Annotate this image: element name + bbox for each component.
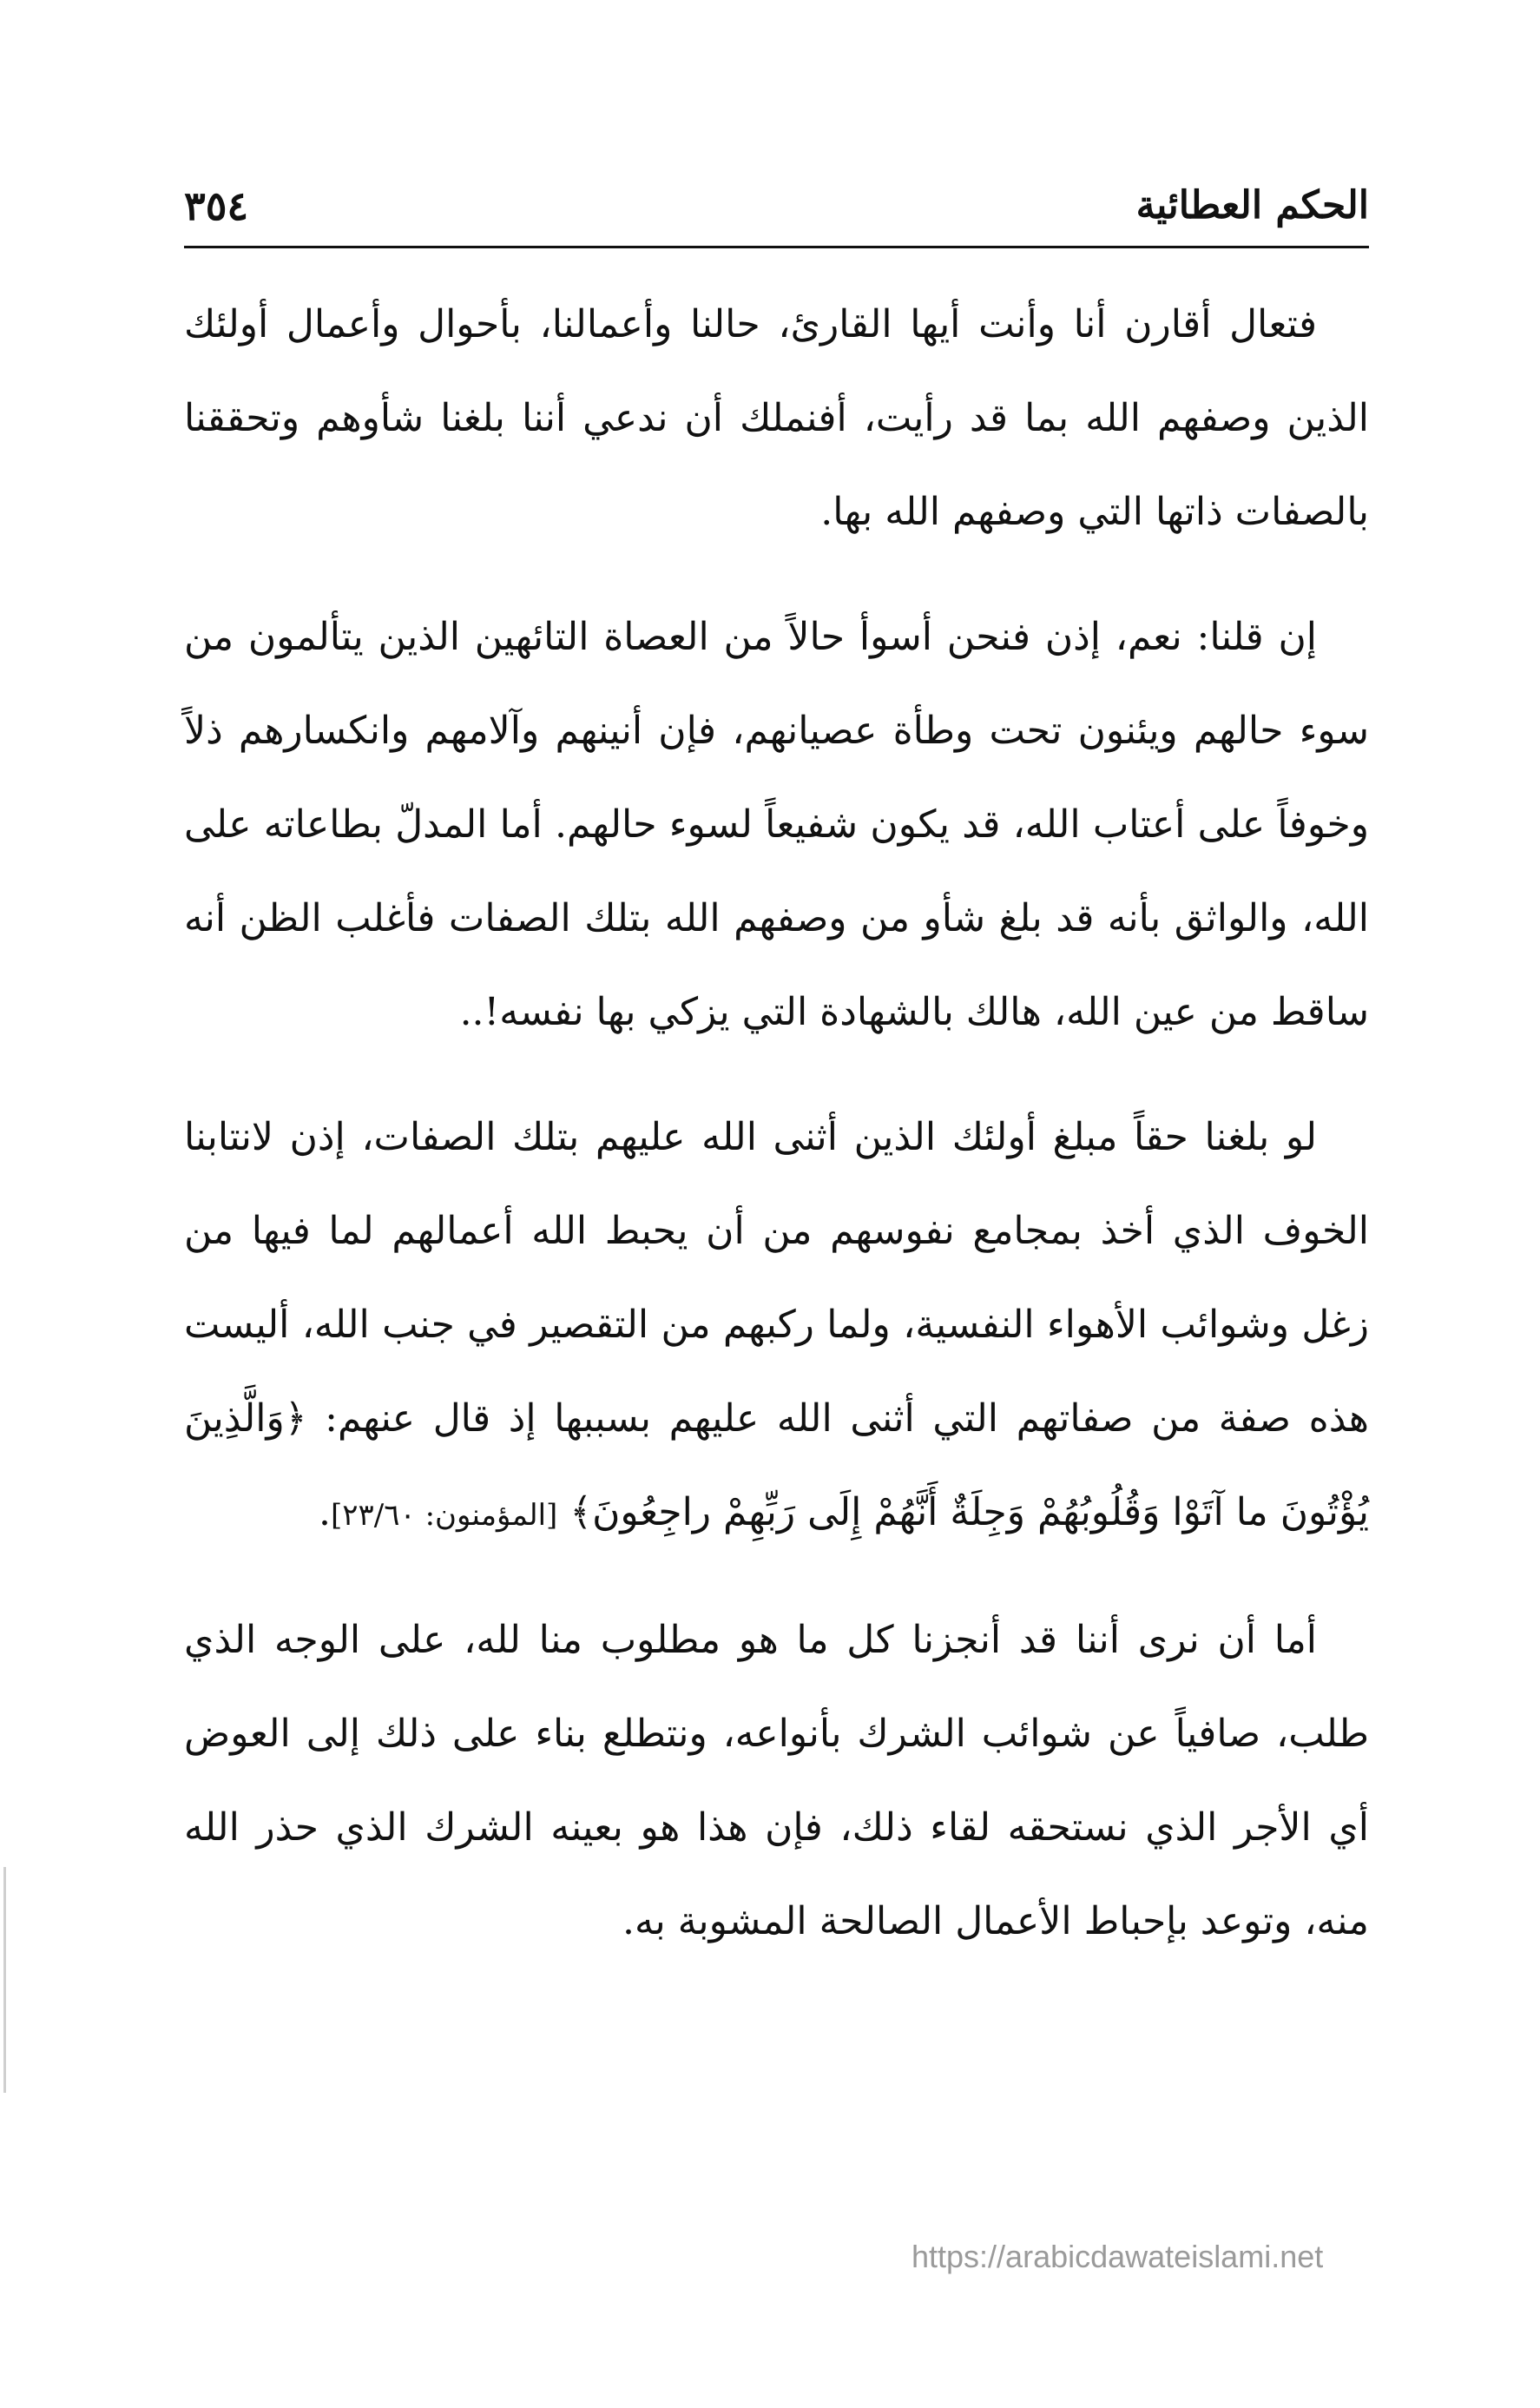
running-title: الحكم العطائية xyxy=(1135,183,1369,228)
paragraph-2: إن قلنا: نعم، إذن فنحن أسوأ حالاً من العصاة التائهين الذين يتألمون من سوء حالهم ويئنون تحت وطأة عصيانهم، فإن أنينهم وآلامهم وانكسارهم ذلاً وخوفاً على أعتاب الله، قد يكون شفيعاً لسوء حالهم. أما المدلّ بطاعاته على الله، والواثق بأنه قد بلغ شأو من وصفهم الله بتلك الصفات فأغلب الظن أنه ساقط من عين الله، هالك بالشهادة التي يزكي بها نفسه!.. xyxy=(184,615,1370,1034)
paragraph-3 xyxy=(184,1091,1369,1562)
page-body xyxy=(184,278,1369,2000)
paragraph-4: أما أن نرى أننا قد أنجزنا كل ما هو مطلوب منا لله، على الوجه الذي طلب، صافياً عن شوائب الشرك بأنواعه، ونتطلع بناء على ذلك إلى العوض أي الأجر الذي نستحقه لقاء ذلك، فإن هذا هو بعينه الشرك الذي حذر الله منه، وتوعد بإحباط الأعمال الصالحة المشوبة به. xyxy=(184,1618,1369,1943)
watermark-url: https://arabicdawateislami.net xyxy=(911,2239,1324,2274)
paragraph-1: فتعال أقارن أنا وأنت أيها القارئ، حالنا وأعمالنا، بأحوال وأعمال أولئك الذين وصفهم الله بما قد رأيت، أفنملك أن ندعي أننا بلغنا شأوهم وتحققنا بالصفات ذاتها التي وصفهم الله بها. xyxy=(184,302,1369,534)
page-number: ٣٥٤ xyxy=(184,182,249,229)
quran-verse: ﴿وَالَّذِينَ يُؤْتُونَ ما آتَوْا وَقُلُوبُهُمْ وَجِلَةٌ أَنَّهُمْ إِلَى رَبِّهِمْ راجِعُونَ﴾ xyxy=(184,1396,1369,1534)
paragraph-3-text: لو بلغنا حقاً مبلغ أولئك الذين أثنى الله عليهم بتلك الصفات، إذن لانتابنا الخوف الذي أخذ بمجامع نفوسهم من أن يحبط الله أعمالهم لما فيها من زغل وشوائب الأهواء النفسية، ولما ركبهم من التقصير في جنب الله، أليست هذه صفة من صفاتهم التي أثنى الله عليهم بسببها إذ قال عنهم: xyxy=(184,1115,1369,1441)
paragraph-3-end: . xyxy=(318,1490,331,1534)
scan-edge-mark xyxy=(3,1867,6,2093)
header-divider xyxy=(184,246,1369,248)
verse-citation: [المؤمنون: ٢٣/٦٠] xyxy=(330,1498,558,1533)
page-header xyxy=(184,178,1369,239)
